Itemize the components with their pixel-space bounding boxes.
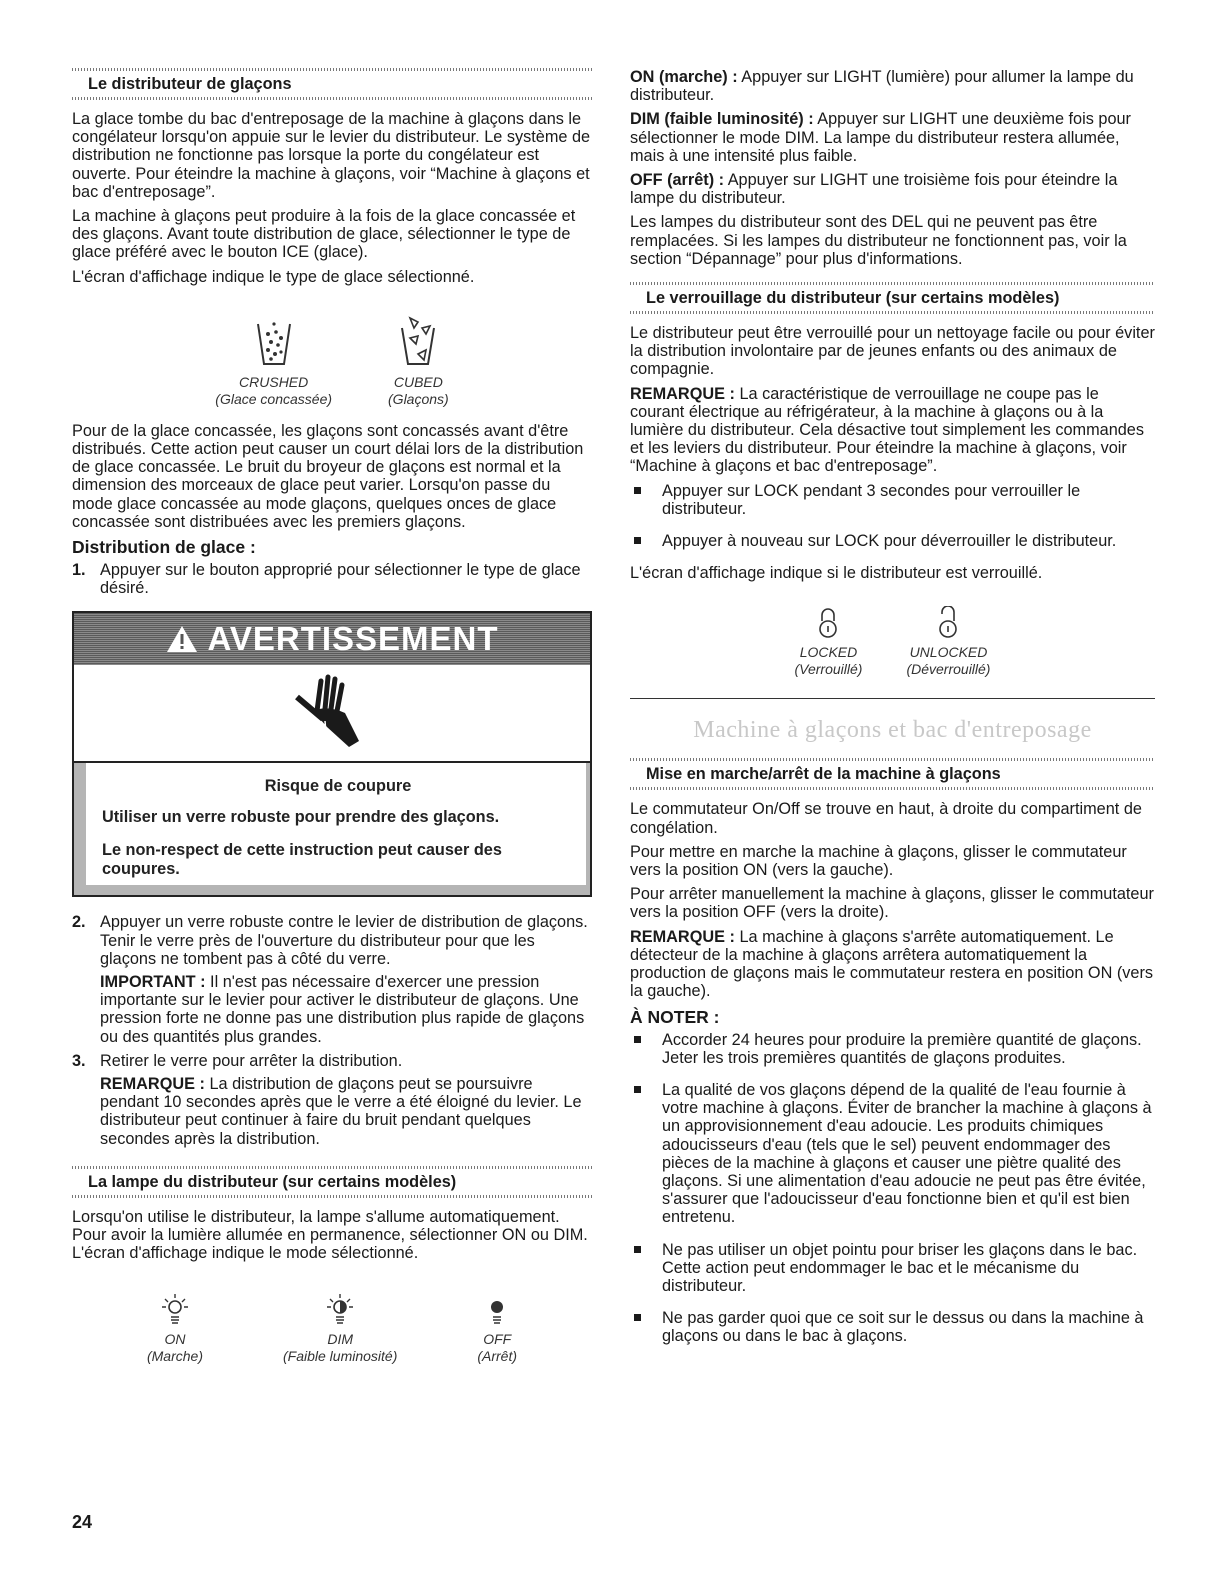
page-number: 24 bbox=[72, 1512, 93, 1532]
locked-label: LOCKED bbox=[799, 644, 858, 661]
remarque-paragraph: REMARQUE : La machine à glaçons s'arrête automatiquement. Le détecteur de la machine à glaçons arrêtera automatiquement la production de glaçons mais le commutateur restera en position ON (vers la gauche). bbox=[630, 927, 1154, 1001]
section-header-verrouillage: Le verrouillage du distributeur (sur certains modèles) bbox=[630, 282, 1155, 314]
step-1: 1. Appuyer sur le bouton approprié pour sélectionner le type de glace désiré. bbox=[72, 561, 581, 598]
section-header-lampe: La lampe du distributeur (sur certains modèles) bbox=[72, 1166, 592, 1198]
off-item bbox=[477, 1291, 517, 1365]
off-description: OFF (arrêt) : Appuyer sur LIGHT une troisième fois pour éteindre la lampe du distributeur. bbox=[630, 171, 1118, 208]
section-header-distributeur: Le distributeur de glaçons bbox=[72, 68, 592, 100]
right-column bbox=[630, 68, 1155, 1360]
dim-item bbox=[283, 1291, 397, 1365]
lamp-on-icon bbox=[160, 1291, 190, 1327]
list-item: Appuyer à nouveau sur LOCK pour déverrouiller le distributeur. bbox=[630, 532, 1155, 550]
paragraph: Pour arrêter manuellement la machine à glaçons, glisser le commutateur vers la position OFF (vers la droite). bbox=[630, 885, 1154, 922]
paragraph: Pour mettre en marche la machine à glaçons, glisser le commutateur vers la position ON (vers la gauche). bbox=[630, 842, 1127, 880]
list-item: Ne pas utiliser un objet pointu pour briser les glaçons dans le bac. Cette action peut endommager le bac et le mécanisme du distributeur. bbox=[630, 1241, 1155, 1296]
locked-item bbox=[795, 606, 863, 678]
step-2: 2. Appuyer un verre robuste contre le levier de distribution de glaçons. Tenir le verre près de l'ouverture du distributeur pour que les glaçons ne tombent pas à côté du verre. IMPORTANT : Il n'est pas nécessaire d'exercer une pression importante sur le levier pour activer le distributeur de glaçons. Une pression forte ne donne pas une distribution plus rapide de glaçons ou des quantités plus grandes. bbox=[72, 913, 592, 1045]
lamp-off-icon bbox=[482, 1291, 512, 1327]
paragraph: Lorsqu'on utilise le distributeur, la lampe s'allume automatiquement. Pour avoir la lumière allumée en permanence, sélectionner ON ou DIM. L'écran d'affichage indique le mode sélectionné. bbox=[72, 1207, 588, 1263]
crushed-item bbox=[215, 314, 332, 408]
remarque-paragraph: REMARQUE : La caractéristique de verrouillage ne coupe pas le courant électrique au réfrigérateur, à la machine à glaçons ou à la lumière du distributeur. Cela désactive tout simplement les commandes et les leviers du distributeur. Pour éteindre la machine à glaçons, voir “Machine à glaçons et bac d'entreposage”. bbox=[630, 384, 1145, 476]
important-note: IMPORTANT : Il n'est pas nécessaire d'exercer une pression importante sur le levier pour activer le distributeur de glaçons. Une pression forte ne donne pas une distribution plus rapide de glaçons ou des quantités plus grandes. bbox=[100, 973, 585, 1046]
lock-open-icon bbox=[935, 606, 961, 640]
warning-text bbox=[74, 763, 590, 895]
steps-list-continued bbox=[72, 913, 592, 1147]
cubed-ice-icon bbox=[398, 314, 438, 370]
dim-label-fr: (Faible luminosité) bbox=[282, 1347, 398, 1364]
cubed-item bbox=[388, 314, 449, 408]
list-item: Accorder 24 heures pour produire la première quantité de glaçons. Jeter les trois premières quantités de glaçons produites. bbox=[630, 1031, 1155, 1067]
paragraph: L'écran d'affichage indique le type de glace sélectionné. bbox=[72, 267, 475, 286]
steps-list bbox=[72, 561, 592, 597]
crushed-ice-icon bbox=[254, 314, 294, 370]
dim-label: DIM bbox=[327, 1330, 353, 1347]
paragraph: Le distributeur peut être verrouillé pour un nettoyage facile ou pour éviter la distribution involontaire par de jeunes enfants ou des animaux de compagnie. bbox=[630, 324, 1155, 379]
lamp-dim-icon bbox=[325, 1291, 355, 1327]
ice-type-icons bbox=[72, 314, 592, 408]
warning-line-2: Le non-respect de cette instruction peut causer des coupures. bbox=[102, 841, 502, 879]
on-description: ON (marche) : Appuyer sur LIGHT (lumière) pour allumer la lampe du distributeur. bbox=[630, 68, 1134, 105]
on-label: ON bbox=[164, 1330, 186, 1347]
subheader-distribution: Distribution de glace : bbox=[72, 537, 256, 558]
warning-line-1: Utiliser un verre robuste pour prendre des glaçons. bbox=[102, 808, 500, 827]
on-label-fr: (Marche) bbox=[146, 1347, 203, 1364]
paragraph: La machine à glaçons peut produire à la fois de la glace concassée et des glaçons. Avant toute distribution de glace, sélectionner le type de glace préféré avec le bouton ICE (glace). bbox=[72, 207, 576, 262]
list-item: Ne pas garder quoi que ce soit sur le dessus ou dans la machine à glaçons ou dans le bac à glaçons. bbox=[630, 1309, 1155, 1345]
left-column bbox=[72, 68, 592, 1365]
warning-triangle-icon bbox=[165, 624, 199, 654]
remarque-note: REMARQUE : La distribution de glaçons peut se poursuivre pendant 10 secondes après que le verre a été éloigné du levier. Le distributeur peut continuer à faire du bruit pendant quelques secondes après la distribution. bbox=[100, 1075, 582, 1148]
unlocked-label-fr: (Déverrouillé) bbox=[906, 661, 991, 678]
off-label: OFF bbox=[483, 1330, 512, 1347]
paragraph: Le commutateur On/Off se trouve en haut, à droite du compartiment de congélation. bbox=[630, 800, 1142, 837]
off-label-fr: (Arrêt) bbox=[477, 1347, 518, 1364]
unlocked-label: UNLOCKED bbox=[909, 644, 988, 661]
subheader-noter: À NOTER : bbox=[630, 1006, 720, 1027]
section-header-marche: Mise en marche/arrêt de la machine à glaçons bbox=[630, 758, 1155, 790]
section-divider bbox=[630, 698, 1155, 699]
on-item bbox=[147, 1291, 203, 1365]
crushed-label-fr: (Glace concassée) bbox=[215, 390, 333, 407]
list-item: La qualité de vos glaçons dépend de la qualité de l'eau fournie à votre machine à glaçons. Éviter de brancher la machine à glaçons à un approvisionnement d'eau adoucie. Les produits chimiques adoucisseurs d'eau (tels que le sel) peuvent endommager des pièces de la machine à glaçons et causer une piètre qualité des glaçons. Si une alimentation d'eau adoucie ne peut pas être évitée, s'assurer que l'adoucisseur d'eau fonctionne bien et qu'il est bien entretenu. bbox=[630, 1081, 1155, 1227]
step-3: 3. Retirer le verre pour arrêter la distribution. REMARQUE : La distribution de glaçons peut se poursuivre pendant 10 secondes après que le verre a été éloigné du levier. Le distributeur peut continuer à faire du bruit pendant quelques secondes après la distribution. bbox=[72, 1052, 592, 1148]
unlocked-item bbox=[906, 606, 990, 678]
warning-title: AVERTISSEMENT bbox=[207, 620, 499, 658]
paragraph: Les lampes du distributeur sont des DEL qui ne peuvent pas être remplacées. Si les lampes du distributeur ne fonctionnent pas, voir la section “Dépannage” pour plus d'informations. bbox=[630, 213, 1127, 268]
lock-bullets bbox=[630, 482, 1155, 551]
cubed-label: CUBED bbox=[393, 373, 443, 390]
warning-banner bbox=[74, 613, 590, 665]
lamp-icons bbox=[72, 1291, 592, 1365]
paragraph: L'écran d'affichage indique si le distributeur est verrouillé. bbox=[630, 564, 1043, 583]
warning-image bbox=[74, 665, 590, 763]
lock-closed-icon bbox=[815, 606, 841, 640]
list-item: Appuyer sur LOCK pendant 3 secondes pour verrouiller le distributeur. bbox=[630, 482, 1155, 518]
note-bullets bbox=[630, 1031, 1155, 1346]
warning-box bbox=[72, 611, 592, 897]
cubed-label-fr: (Glaçons) bbox=[388, 390, 449, 407]
warning-risk: Risque de coupure bbox=[264, 777, 412, 796]
crushed-label: CRUSHED bbox=[239, 373, 309, 390]
section-title-machine: Machine à glaçons et bac d'entreposage bbox=[693, 717, 1092, 744]
paragraph: Pour de la glace concassée, les glaçons sont concassés avant d'être distribués. Cette action peut causer un court délai lors de la distribution de glace concassée. Le bruit du broyeur de glaçons est normal et la dimension des morceaux de glace peut varier. Lorsqu'on passe du mode glace concassée au mode glaçons, quelques onces de glace concassée sont distribuées avec les premiers glaçons. bbox=[72, 421, 584, 531]
locked-label-fr: (Verrouillé) bbox=[794, 661, 863, 678]
paragraph: La glace tombe du bac d'entreposage de la machine à glaçons dans le congélateur lorsqu'on appuie sur le levier du distributeur. Le système de distribution ne fonctionne pas lorsque la porte du congélateur est ouverte. Pour éteindre la machine à glaçons, voir “Machine à glaçons et bac d'entreposage”. bbox=[72, 110, 591, 201]
lock-icons bbox=[630, 606, 1155, 678]
cut-hand-icon bbox=[287, 671, 377, 751]
dim-description: DIM (faible luminosité) : Appuyer sur LIGHT une deuxième fois pour sélectionner le mode DIM. La lampe du distributeur restera allumée, mais à une intensité plus faible. bbox=[630, 110, 1131, 165]
